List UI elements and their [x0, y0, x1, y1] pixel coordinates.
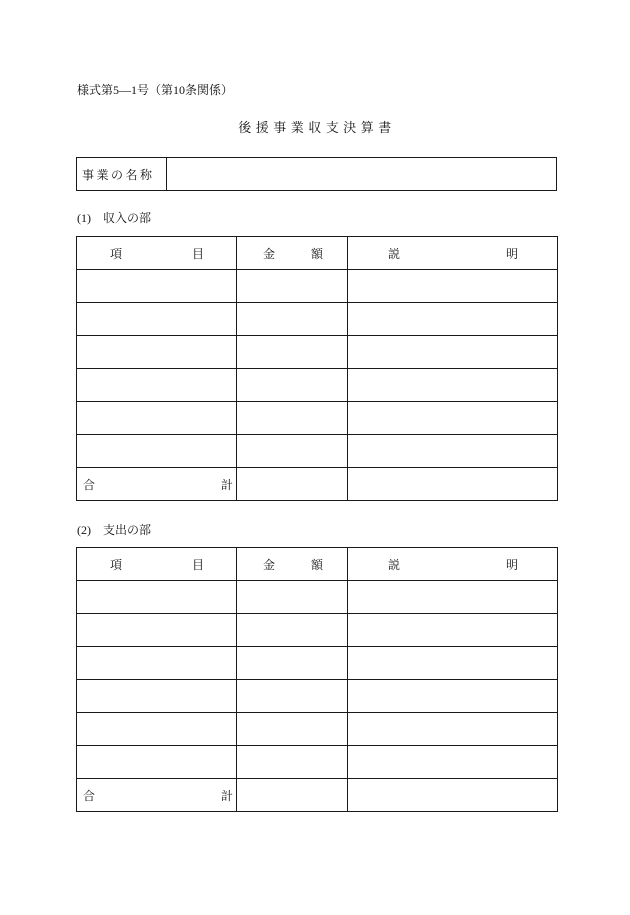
row-description-cell	[348, 614, 558, 647]
row-amount-cell	[237, 614, 348, 647]
row-amount-cell	[237, 369, 348, 402]
row-description-cell	[348, 369, 558, 402]
expense-section-heading: (2) 支出の部	[77, 523, 151, 537]
row-item-cell	[77, 614, 237, 647]
project-name-value	[167, 158, 557, 191]
total-description	[348, 779, 558, 812]
row-amount-cell	[237, 746, 348, 779]
row-item-cell	[77, 303, 237, 336]
row-amount-cell	[237, 581, 348, 614]
table-row	[77, 303, 558, 336]
row-description-cell	[348, 435, 558, 468]
table-row	[77, 435, 558, 468]
row-item-cell	[77, 402, 237, 435]
total-description	[348, 468, 558, 501]
total-label: 合計	[77, 468, 237, 501]
total-row	[77, 468, 558, 501]
form-number: 様式第5—1号（第10条関係）	[77, 83, 234, 97]
total-row	[77, 779, 558, 812]
row-description-cell	[348, 647, 558, 680]
table-header-row	[77, 237, 558, 270]
column-header-amount: 金額	[237, 548, 348, 581]
row-amount-cell	[237, 303, 348, 336]
row-description-cell	[348, 402, 558, 435]
table-row	[77, 270, 558, 303]
table-row	[77, 369, 558, 402]
row-amount-cell	[237, 680, 348, 713]
row-item-cell	[77, 647, 237, 680]
total-label: 合計	[77, 779, 237, 812]
row-item-cell	[77, 581, 237, 614]
table-header-row	[77, 548, 558, 581]
table-row	[77, 746, 558, 779]
row-description-cell	[348, 680, 558, 713]
table-row	[77, 680, 558, 713]
table-row	[77, 336, 558, 369]
table-row	[77, 647, 558, 680]
table-row	[77, 614, 558, 647]
row-description-cell	[348, 336, 558, 369]
row-amount-cell	[237, 647, 348, 680]
table-row	[77, 402, 558, 435]
column-header-description: 説明	[348, 237, 558, 270]
row-amount-cell	[237, 270, 348, 303]
row-description-cell	[348, 581, 558, 614]
row-item-cell	[77, 369, 237, 402]
expense-table	[76, 547, 625, 812]
project-name-label: 事業の名称	[77, 158, 167, 191]
project-name-row	[77, 158, 557, 191]
column-header-amount: 金額	[237, 237, 348, 270]
row-description-cell	[348, 303, 558, 336]
row-item-cell	[77, 435, 237, 468]
row-amount-cell	[237, 336, 348, 369]
project-name-table	[76, 157, 557, 191]
row-item-cell	[77, 713, 237, 746]
row-description-cell	[348, 746, 558, 779]
row-item-cell	[77, 680, 237, 713]
income-table	[76, 236, 625, 501]
table-row	[77, 713, 558, 746]
row-description-cell	[348, 270, 558, 303]
document-title: 後援事業収支決算書	[238, 120, 396, 135]
income-section-heading: (1) 収入の部	[77, 211, 151, 225]
row-amount-cell	[237, 435, 348, 468]
row-item-cell	[77, 270, 237, 303]
row-amount-cell	[237, 402, 348, 435]
row-amount-cell	[237, 713, 348, 746]
column-header-description: 説明	[348, 548, 558, 581]
row-description-cell	[348, 713, 558, 746]
column-header-item: 項目	[77, 237, 237, 270]
column-header-item: 項目	[77, 548, 237, 581]
row-item-cell	[77, 746, 237, 779]
row-item-cell	[77, 336, 237, 369]
table-row	[77, 581, 558, 614]
